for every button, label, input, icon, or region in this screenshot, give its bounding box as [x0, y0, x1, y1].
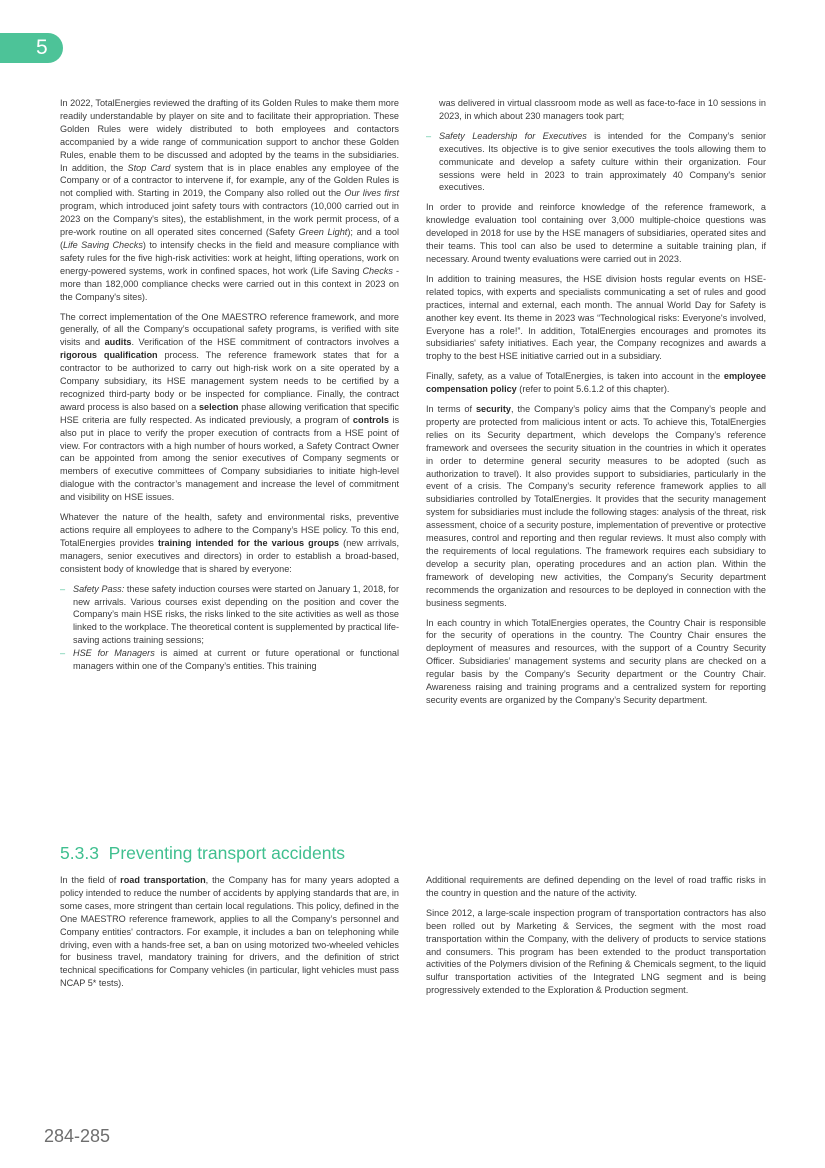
country-chair-paragraph: In each country in which TotalEnergies operates, the Country Chair is responsible for the security of operations in the country. The Country Chair ensures the deployment of measures and resources, with the support of a Country Security Officer. Subsidiaries’ management systems and security plans are checked on a regular basis by the Company’s Security department or the Country Chair. Awareness raising and training programs and a centralized system for reporting security events are organized by the Company’s Security department.	[426, 617, 766, 705]
list-item: – Safety Pass: these safety induction courses were started on January 1, 2018, for new arrivals. Various courses exist depending on the position and cover the Company’s main HSE risks, the risks linked to the site activities as well as those linked to the workplace. The theoretical content is supplemented by practical life-saving actions training sessions;	[60, 583, 399, 648]
golden-rules-paragraph: In 2022, TotalEnergies reviewed the drafting of its Golden Rules to make them more readily understandable by player on site and to facilitate their appropriation. These Golden Rules were widely distributed to both employees and contactors accompanied by a wide range of communication support to anchor these Golden Rules, enable them to be discussed and adopted by the teams in the subsidiaries. In addition, the Stop Card system that is in place enables any employee of the Company or of a contractor to intervene if, for example, any of the Golden Rules is not complied with. Starting in 2019, the Company also rolled out the Our lives first program, which introduced joint safety tours with contractors (10,000 carried out in 2023 on the Company's sites), the establishment, in the work permit process, of a pre-work routine on all operated sites concerned (Safety Green Light); and a tool (Life Saving Checks) to intensify checks in the field and measure compliance with safety rules for the five high-risk activities: work at height, lifting operations, work on energy-powered systems, work in confined spaces, hot work (Life Saving Checks - more than 182,000 compliance checks were carried out in this context in 2023 on the Company's sites).	[60, 98, 400, 302]
inspection-program-paragraph: Since 2012, a large-scale inspection program of transportation contractors has also been rolled out by Marketing & Services, the segment with the most road transportation within the Company, with the delivery of products to service stations and consumers. This program has been extended to the product transportation activities of the Polymers division of the Refining & Chemicals segment, to the liquid sulfur transportation activities of the Integrated LNG segment and is being progressively extended to the Exploration & Production segment.	[426, 907, 766, 996]
list-item-continuation: was delivered in virtual classroom mode as well as face-to-face in 10 sessions in 2023, in which about 230 managers took part;	[439, 98, 766, 121]
knowledge-tool-paragraph: In order to provide and reinforce knowledge of the reference framework, a knowledge evaluation tool containing over 3,000 multiple-choice questions was developed in 2018 for use by the HSE managers of subsidiaries, operated sites and their teams. This tool can also be used to determine a suitable training plan, if necessary. Around twenty evaluations were carried out in 2023.	[426, 202, 766, 264]
maestro-paragraph: The correct implementation of the One MAESTRO reference framework, and more generally, of all the Company’s occupational safety programs, is verified with site visits and audits. Verification of the HSE commitment of contractors involves a rigorous qualification process. The reference framework states that for a contractor to be authorized to carry out high-risk work on a site operated by a Company subsidiary, its HSE management system needs to be certified by a recognized third-party body or be inspected for compliance. Finally, the contract award process is also based on a selection phase allowing verification that specific HSE criteria are fully respected. As indicated previously, a program of controls is also put in place to verify the proper execution of contracts from a HSE point of view. For contractors with a high number of hours worked, a Safety Contract Owner can be appointed from among the senior executives of Company segments or members of executive committees of Company subsidiaries to initiate high-level dialogue with the contractor’s management and increase the level of commitment and visibility on HSE issues.	[60, 311, 400, 503]
section-heading: 5.3.3 Preventing transport accidents	[60, 843, 346, 863]
left-column-bottom	[60, 874, 399, 997]
hse-events-paragraph: In addition to training measures, the HSE division hosts regular events on HSE-related topics, with experts and specialists communicating a set of rules and good practices, internal and external, each month. The annual World Day for Safety is another key event. Its theme in 2023 was “Technological risks: Everyone's involved, Everyone has a role!”. In addition, TotalEnergies encourages and promotes its subsidiaries' safety initiatives. Each year, the Company recognizes and awards a trophy to the best HSE initiative carried out in a subsidiary.	[426, 273, 766, 362]
security-paragraph: In terms of security, the Company’s policy aims that the Company’s people and property are protected from malicious intent or acts. To achieve this, TotalEnergies relies on its Security department, which develops the Company’s reference framework and oversees the security situation in the countries in which it operates in order to determine general security measures to be adopted (such as authorization to travel). It also provides support to subsidiaries, particularly in the event of a crisis. The Company’s security reference framework applies to all subsidiaries controlled by TotalEnergies. It provides that the security management system for subsidiaries must include the following stages: analysis of the threat, risk assessment, choice of a security posture, implementation of preventive or protective measures, control and reporting and then regular reviews. It must also comply with the requirements of local regulations. The framework requires each subsidiary to develop a security plan, operating procedures and an action plan. Within the framework of developing new activities, the Company's Security department recommends the organization and resources to be deployed in connection with the business segments.	[426, 404, 766, 608]
left-column-top	[60, 97, 399, 680]
right-column-top	[426, 97, 766, 714]
compensation-paragraph: Finally, safety, as a value of TotalEnergies, is taken into account in the employee compensation policy (refer to point 5.6.1.2 of this chapter).	[426, 371, 766, 395]
chapter-number-tab: 5	[0, 33, 63, 63]
road-transport-paragraph: In the field of road transportation, the Company has for many years adopted a policy intended to reduce the number of accidents by applying standards that are, in some cases, more stringent than certain local regulations. This policy, defined in the One MAESTRO reference framework, applies to all the Company’s personnel and Company entities' contractors. For example, it includes a ban on telephoning while driving, even with a hands-free set, a ban on using motorized two-wheeled vehicles for business travel, mandatory training for drivers, and the definition of strict technical specifications for Company vehicles (in particular, light vehicles must pass NCAP 5* tests).	[60, 875, 399, 989]
list-item: – Safety Leadership for Executives is intended for the Company’s senior executives. Its objective is to give senior executives the tools allowing them to communicate and develop a safety culture within their organization. Four sessions were held in 2023 to train approximately 40 Company's senior executives.	[426, 130, 766, 195]
training-list-continued	[426, 97, 766, 123]
page-number: 284-285	[44, 1126, 111, 1146]
training-paragraph: Whatever the nature of the health, safety and environmental risks, preventive actions require all employees to adhere to the Company’s HSE policy. To this end, TotalEnergies provides training intended for the various groups (new arrivals, managers, senior executives and directors) in order to establish a broad-based, consistent body of knowledge that is shared by everyone:	[60, 512, 399, 574]
right-column-bottom	[426, 874, 766, 1004]
list-item: – HSE for Managers is aimed at current or future operational or functional managers within one of the Company’s entities. This training	[60, 647, 399, 673]
training-list	[426, 130, 766, 195]
training-list	[60, 583, 399, 673]
additional-requirements-paragraph: Additional requirements are defined depending on the level of road traffic risks in the country in question and the nature of the activity.	[426, 875, 766, 898]
